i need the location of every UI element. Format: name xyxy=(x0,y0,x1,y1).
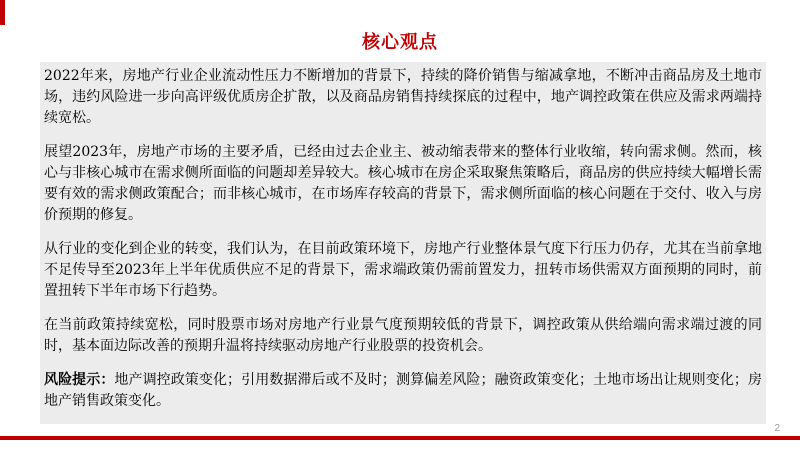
risk-text: 地产调控政策变化；引用数据滞后或不及时；测算偏差风险；融资政策变化；土地市场出让规则变化；房地产销售政策变化。 xyxy=(44,372,763,409)
paragraph-2: 展望2023年，房地产市场的主要矛盾，已经由过去企业主、被动缩表带来的整体行业收缩，转向需求侧。然而，核心与非核心城市在需求侧所面临的问题却差异较大。核心城市在房企采取聚焦策略后，商品房的供应持续大幅增长需要有效的需求侧政策配合；而非核心城市，在市场库存较高的背景下，需求侧所面临的核心问题在于交付、收入与房价预期的修复。 xyxy=(44,144,762,223)
paragraph-gap xyxy=(44,357,762,370)
paragraph-gap xyxy=(44,302,762,315)
paragraph-gap xyxy=(44,226,762,239)
slide-title: 核心观点 xyxy=(362,32,438,53)
paragraph-3: 从行业的变化到企业的转变，我们认为，在目前政策环境下，房地产行业整体景气度下行压力仍存，尤其在当前拿地不足传导至2023年上半年优质供应不足的背景下，需求端政策仍需前置发力，扭转市场供需双方面预期的同时，前置扭转下半年市场下行趋势。 xyxy=(44,241,762,299)
page-number: 2 xyxy=(774,423,780,434)
paragraph-4: 在当前政策持续宽松，同时股票市场对房地产行业景气度预期较低的背景下，调控政策从供给端向需求端过渡的同时，基本面边际改善的预期升温将持续驱动房地产行业股票的投资机会。 xyxy=(44,317,762,354)
risk-label: 风险提示： xyxy=(44,372,115,388)
left-accent-bar xyxy=(0,0,5,25)
risk-paragraph xyxy=(44,370,762,412)
bottom-accent-line xyxy=(0,436,800,440)
content-box xyxy=(40,62,766,424)
paragraph-gap xyxy=(44,129,762,142)
paragraph-1: 2022年来，房地产行业企业流动性压力不断增加的背景下，持续的降价销售与缩减拿地，不断冲击商品房及土地市场，违约风险进一步向高评级优质房企扩散，以及商品房销售持续探底的过程中，地产调控政策在供应及需求两端持续宽松。 xyxy=(44,68,762,126)
